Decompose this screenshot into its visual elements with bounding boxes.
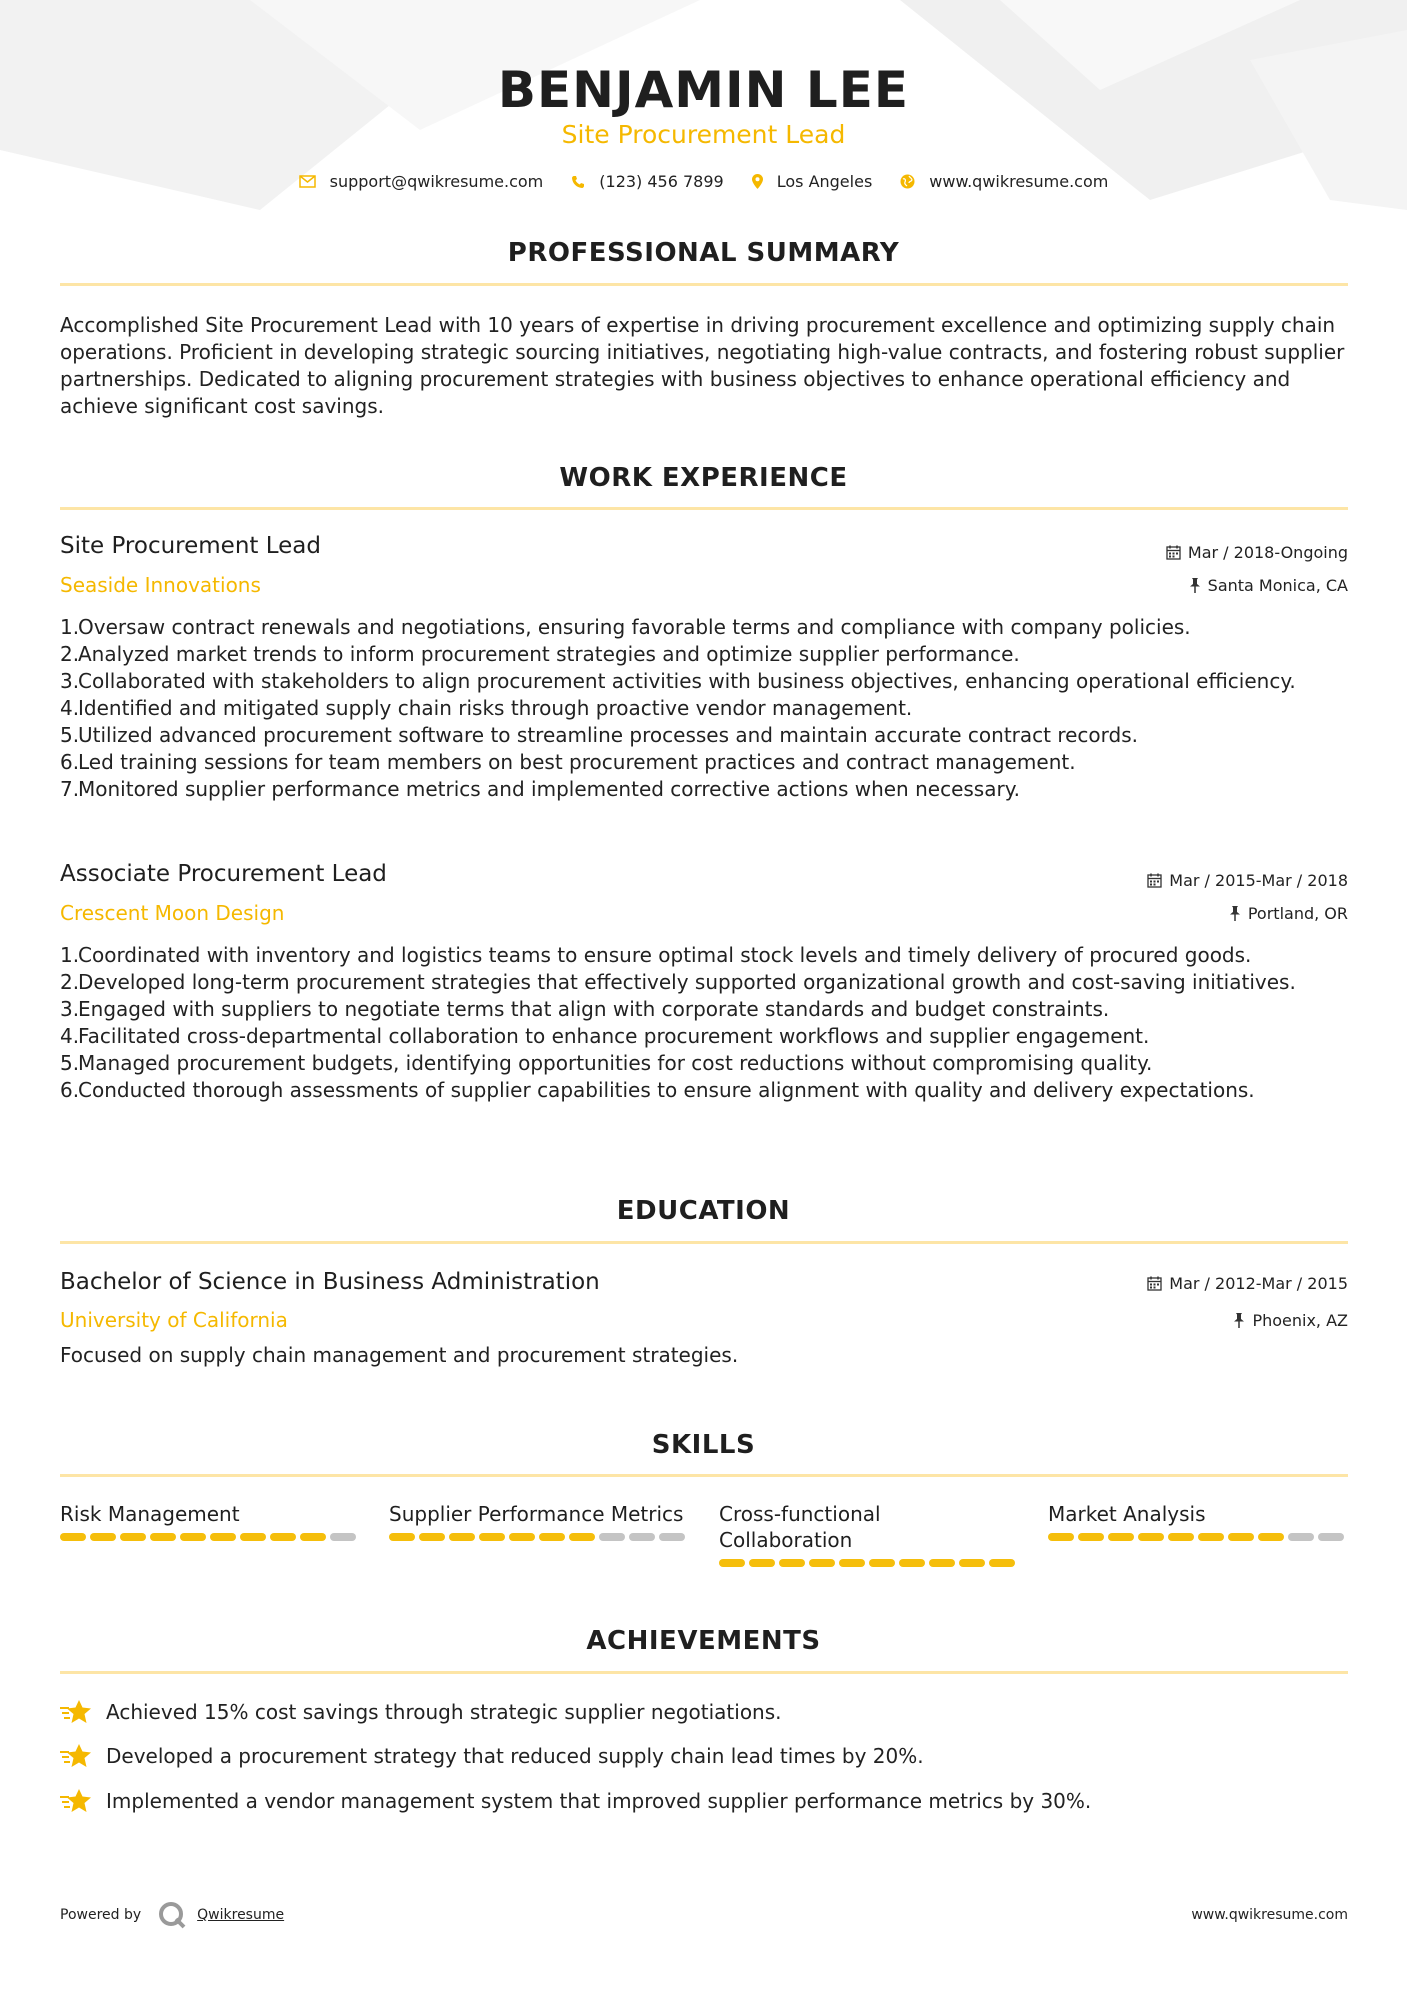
list-item: 2. Analyzed market trends to inform procurement strategies and optimize supplier performance. <box>60 642 1020 666</box>
skill-segment-filled <box>240 1533 266 1541</box>
skill-segment-filled <box>1168 1533 1194 1541</box>
map-pin-icon <box>752 174 763 189</box>
skill-level-bar <box>719 1559 1019 1567</box>
list-item: 3. Engaged with suppliers to negotiate terms that align with corporate standards and budget constraints. <box>60 997 1110 1021</box>
list-item: 6. Led training sessions for team members on best procurement practices and contract management. <box>60 750 1076 774</box>
skill-segment-filled <box>60 1533 86 1541</box>
skill-segment-filled <box>749 1559 775 1567</box>
skill-segment-filled <box>569 1533 595 1541</box>
calendar-icon <box>1147 1276 1162 1291</box>
job-dates <box>1166 543 1348 562</box>
job-dates-text: Mar / 2015-Mar / 2018 <box>1169 871 1348 890</box>
skill-segment-filled <box>180 1533 206 1541</box>
education-location <box>1233 1311 1348 1330</box>
pushpin-icon <box>1229 906 1241 921</box>
footer-website[interactable]: www.qwikresume.com <box>1191 1907 1348 1923</box>
skill-name: Cross-functional Collaboration <box>719 1502 881 1552</box>
list-item: 4. Identified and mitigated supply chain risks through proactive vendor management. <box>60 696 913 720</box>
skill-segment-filled <box>959 1559 985 1567</box>
achievement-item <box>60 1743 924 1769</box>
job-dates <box>1147 871 1348 890</box>
school-name: University of California <box>60 1308 288 1332</box>
contact-phone[interactable] <box>571 172 723 191</box>
skill-segment-empty <box>1288 1533 1314 1541</box>
achievement-text: Achieved 15% cost savings through strategic supplier negotiations. <box>106 1700 782 1724</box>
skill-segment-filled <box>839 1559 865 1567</box>
list-item: 4. Facilitated cross-departmental collaboration to enhance procurement workflows and supplier engagement. <box>60 1024 1150 1048</box>
contact-location <box>752 172 873 191</box>
job-title: Associate Procurement Lead <box>60 861 387 887</box>
star-icon <box>60 1699 92 1725</box>
skill-item <box>60 1501 360 1541</box>
skill-segment-filled <box>120 1533 146 1541</box>
skill-level-bar <box>389 1533 689 1541</box>
bullet-text: Coordinated with inventory and logistics teams to ensure optimal stock levels and timely delivery of procured goods. <box>78 943 1252 967</box>
skill-segment-filled <box>1258 1533 1284 1541</box>
envelope-icon <box>299 175 316 188</box>
bullet-text: Analyzed market trends to inform procurement strategies and optimize supplier performance. <box>78 642 1020 666</box>
job-location <box>1189 576 1348 595</box>
skill-segment-filled <box>539 1533 565 1541</box>
calendar-icon <box>1147 873 1162 888</box>
bullet-text: Facilitated cross-departmental collaboration to enhance procurement workflows and supplier engagement. <box>78 1024 1150 1048</box>
education-location-text: Phoenix, AZ <box>1252 1311 1348 1330</box>
star-icon <box>60 1743 92 1769</box>
bullet-text: Collaborated with stakeholders to align procurement activities with business objectives, enhancing operational efficiency. <box>78 669 1296 693</box>
section-divider <box>60 507 1348 510</box>
phone-icon <box>571 175 585 189</box>
section-title-experience: WORK EXPERIENCE <box>559 463 848 493</box>
skill-segment-empty <box>659 1533 685 1541</box>
education-dates <box>1147 1274 1348 1293</box>
resume-header <box>0 60 1407 150</box>
summary-text: Accomplished Site Procurement Lead with 10 years of expertise in driving procurement excellence and optimizing supply chain operations. Proficient in developing strategic sourcing initiatives, negotiating high-value contracts, and fostering robust supplier partnerships. Dedicated to aligning procurement strategies with business objectives to enhance operational efficiency and achieve significant cost savings. <box>60 313 1345 418</box>
bullet-text: Engaged with suppliers to negotiate terms that align with corporate standards and budget constraints. <box>78 997 1110 1021</box>
section-title-education: EDUCATION <box>616 1196 791 1226</box>
bullet-text: Monitored supplier performance metrics and implemented corrective actions when necessary. <box>78 777 1021 801</box>
list-item: 2. Developed long-term procurement strategies that effectively supported organizational growth and cost-saving initiatives. <box>60 970 1296 994</box>
location-text: Los Angeles <box>776 172 873 191</box>
job-title: Site Procurement Lead <box>60 533 321 559</box>
list-item: 6. Conducted thorough assessments of supplier capabilities to ensure alignment with quality and delivery expectations. <box>60 1078 1255 1102</box>
section-title-achievements: ACHIEVEMENTS <box>586 1626 821 1656</box>
degree-title: Bachelor of Science in Business Administration <box>60 1269 600 1295</box>
website-text: www.qwikresume.com <box>929 172 1109 191</box>
star-icon <box>60 1788 92 1814</box>
skill-item <box>1048 1501 1348 1541</box>
contact-email[interactable] <box>299 172 544 191</box>
email-text: support@qwikresume.com <box>329 172 544 191</box>
section-divider <box>60 1474 1348 1477</box>
job-location-text: Santa Monica, CA <box>1207 576 1348 595</box>
bullet-text: Developed long-term procurement strategies that effectively supported organizational growth and cost-saving initiatives. <box>78 970 1296 994</box>
skill-segment-filled <box>419 1533 445 1541</box>
skill-name: Market Analysis <box>1048 1502 1206 1526</box>
skill-segment-filled <box>479 1533 505 1541</box>
candidate-name: BENJAMIN LEE <box>497 61 910 119</box>
skill-name: Supplier Performance Metrics <box>389 1502 684 1526</box>
bullet-text: Managed procurement budgets, identifying opportunities for cost reductions without compromising quality. <box>78 1051 1153 1075</box>
achievement-item <box>60 1788 1091 1814</box>
skill-segment-filled <box>1138 1533 1164 1541</box>
skill-name: Risk Management <box>60 1502 240 1526</box>
education-description: Focused on supply chain management and procurement strategies. <box>60 1343 739 1367</box>
achievement-text: Developed a procurement strategy that reduced supply chain lead times by 20%. <box>106 1744 924 1768</box>
skill-segment-filled <box>989 1559 1015 1567</box>
candidate-title: Site Procurement Lead <box>561 120 846 149</box>
skill-level-bar <box>1048 1533 1348 1541</box>
skill-segment-empty <box>599 1533 625 1541</box>
list-item: 5. Managed procurement budgets, identifying opportunities for cost reductions without compromising quality. <box>60 1051 1153 1075</box>
skill-segment-filled <box>300 1533 326 1541</box>
achievement-text: Implemented a vendor management system that improved supplier performance metrics by 30%. <box>106 1789 1092 1813</box>
skill-segment-filled <box>719 1559 745 1567</box>
education-dates-text: Mar / 2012-Mar / 2015 <box>1169 1274 1348 1293</box>
powered-by-label: Powered by <box>60 1907 142 1923</box>
section-title-summary: PROFESSIONAL SUMMARY <box>507 238 900 268</box>
skill-segment-filled <box>1078 1533 1104 1541</box>
list-item: 3. Collaborated with stakeholders to align procurement activities with business objectives, enhancing operational efficiency. <box>60 669 1296 693</box>
contact-website[interactable] <box>900 172 1108 191</box>
skill-segment-filled <box>449 1533 475 1541</box>
qwikresume-link[interactable]: Qwikresume <box>197 1907 285 1923</box>
pushpin-icon <box>1189 578 1201 593</box>
job-company: Seaside Innovations <box>60 573 261 597</box>
section-divider <box>60 1671 1348 1674</box>
skill-segment-filled <box>389 1533 415 1541</box>
skill-segment-filled <box>809 1559 835 1567</box>
skill-item <box>389 1501 689 1541</box>
skill-segment-empty <box>330 1533 356 1541</box>
job-bullets <box>60 614 1350 803</box>
qwikresume-logo-icon <box>157 1900 187 1930</box>
job-bullets <box>60 942 1350 1104</box>
section-divider <box>60 283 1348 286</box>
section-title-skills: SKILLS <box>651 1430 756 1460</box>
skill-segment-filled <box>1108 1533 1134 1541</box>
skill-segment-filled <box>270 1533 296 1541</box>
job-location-text: Portland, OR <box>1247 904 1348 923</box>
list-item: 7. Monitored supplier performance metrics and implemented corrective actions when necessary. <box>60 777 1021 801</box>
job-dates-text: Mar / 2018-Ongoing <box>1187 543 1348 562</box>
skill-segment-filled <box>150 1533 176 1541</box>
skill-segment-filled <box>1048 1533 1074 1541</box>
pushpin-icon <box>1233 1313 1245 1328</box>
globe-icon <box>900 174 915 189</box>
list-item: 1. Oversaw contract renewals and negotiations, ensuring favorable terms and compliance with company policies. <box>60 615 1191 639</box>
list-item: 1. Coordinated with inventory and logistics teams to ensure optimal stock levels and timely delivery of procured goods. <box>60 943 1252 967</box>
skill-segment-filled <box>869 1559 895 1567</box>
calendar-icon <box>1166 545 1181 560</box>
skill-item <box>719 1501 1019 1567</box>
skill-segment-empty <box>629 1533 655 1541</box>
achievement-item <box>60 1699 782 1725</box>
contact-bar <box>0 172 1407 191</box>
skill-segment-filled <box>899 1559 925 1567</box>
skill-segment-filled <box>929 1559 955 1567</box>
bullet-text: Conducted thorough assessments of supplier capabilities to ensure alignment with quality and delivery expectations. <box>78 1078 1255 1102</box>
footer-powered-by <box>60 1900 284 1930</box>
bullet-text: Identified and mitigated supply chain risks through proactive vendor management. <box>78 696 913 720</box>
skill-segment-filled <box>1228 1533 1254 1541</box>
skill-segment-filled <box>779 1559 805 1567</box>
bullet-text: Led training sessions for team members on best procurement practices and contract management. <box>78 750 1076 774</box>
phone-text: (123) 456 7899 <box>599 172 724 191</box>
list-item: 5. Utilized advanced procurement software to streamline processes and maintain accurate contract records. <box>60 723 1139 747</box>
skill-segment-empty <box>1318 1533 1344 1541</box>
skill-level-bar <box>60 1533 360 1541</box>
job-company: Crescent Moon Design <box>60 901 285 925</box>
skill-segment-filled <box>210 1533 236 1541</box>
section-divider <box>60 1241 1348 1244</box>
skill-segment-filled <box>90 1533 116 1541</box>
bullet-text: Utilized advanced procurement software to streamline processes and maintain accurate contract records. <box>78 723 1139 747</box>
bullet-text: Oversaw contract renewals and negotiations, ensuring favorable terms and compliance with company policies. <box>78 615 1191 639</box>
job-location <box>1229 904 1348 923</box>
skill-segment-filled <box>509 1533 535 1541</box>
skill-segment-filled <box>1198 1533 1224 1541</box>
